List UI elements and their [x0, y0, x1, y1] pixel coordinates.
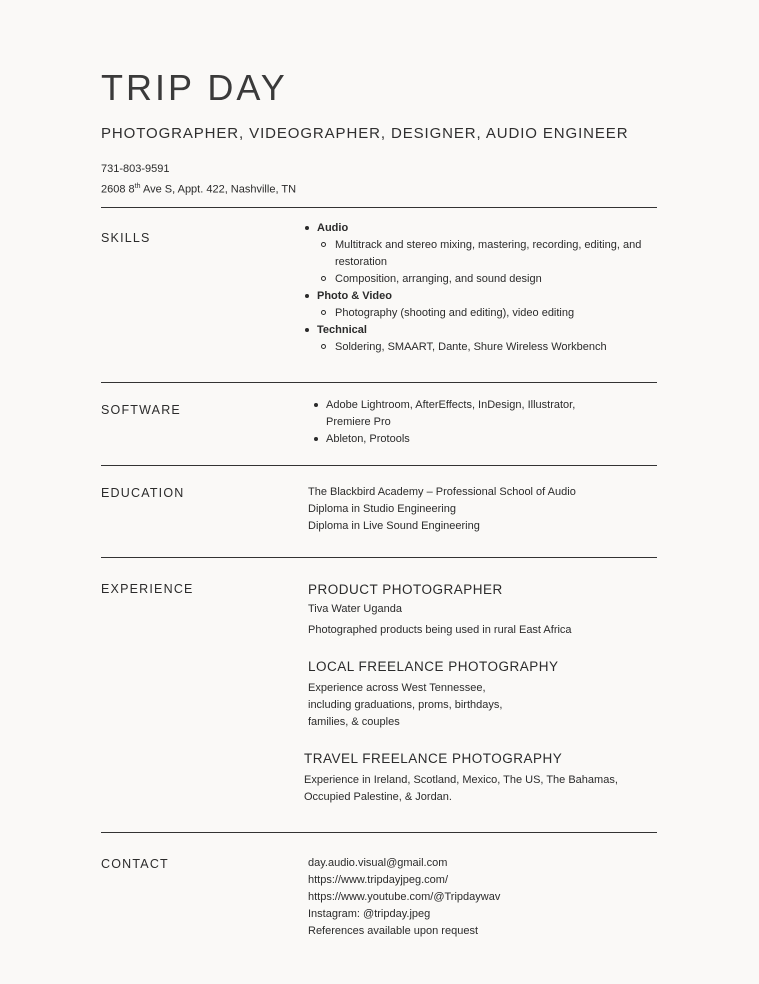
contact-list [308, 855, 500, 940]
job-title: LOCAL FREELANCE PHOTOGRAPHY [308, 659, 559, 674]
job-details [308, 680, 502, 731]
job-desc-line: Experience in Ireland, Scotland, Mexico, The US, The Bahamas, [304, 774, 618, 786]
education-label: EDUCATION [101, 486, 185, 500]
divider [101, 557, 657, 558]
divider [101, 832, 657, 833]
divider [101, 207, 657, 208]
contact-label: CONTACT [101, 857, 169, 871]
instagram-handle: Instagram: @tripday.jpeg [308, 908, 431, 920]
diploma: Diploma in Live Sound Engineering [308, 520, 480, 532]
divider [101, 382, 657, 383]
school-name: The Blackbird Academy – Professional School of Audio [308, 486, 576, 498]
job-desc-line: Occupied Palestine, & Jordan. [304, 791, 452, 803]
skill-item: Composition, arranging, and sound design [317, 271, 649, 288]
job-desc-line: including graduations, proms, birthdays, [308, 699, 503, 711]
website-link[interactable]: https://www.tripdayjpeg.com/ [308, 874, 449, 886]
skill-category: Audio Multitrack and stereo mixing, mastering, recording, editing, and restoration Composition, arranging, and sound design [304, 220, 649, 288]
education-details [308, 484, 576, 535]
software-item: Ableton, Protools [313, 431, 613, 448]
skill-item: Photography (shooting and editing), video editing [317, 305, 649, 322]
divider [101, 465, 657, 466]
skill-category: Photo & Video Photography (shooting and editing), video editing [304, 288, 649, 322]
job-desc-line: families, & couples [308, 716, 400, 728]
skills-list [304, 220, 649, 356]
address: 2608 8th Ave S, Appt. 422, Nashville, TN [101, 183, 297, 196]
job-title: PRODUCT PHOTOGRAPHER [308, 582, 503, 597]
skill-category: Technical Soldering, SMAART, Dante, Shure Wireless Workbench [304, 322, 649, 356]
job-desc-line: Experience across West Tennessee, [308, 682, 486, 694]
software-item: Adobe Lightroom, AfterEffects, InDesign, Illustrator, Premiere Pro [313, 397, 613, 431]
email-link[interactable]: day.audio.visual@gmail.com [308, 857, 448, 869]
skill-item: Multitrack and stereo mixing, mastering, recording, editing, and restoration [317, 237, 649, 271]
software-list [313, 397, 613, 448]
job-desc: Photographed products being used in rural East Africa [308, 624, 572, 636]
phone-number: 731-803-9591 [101, 163, 170, 175]
experience-label: EXPERIENCE [101, 582, 194, 596]
job-org: Tiva Water Uganda [308, 603, 402, 615]
software-label: SOFTWARE [101, 403, 181, 417]
references-note: References available upon request [308, 925, 479, 937]
header-contact [101, 161, 296, 199]
skills-label: SKILLS [101, 231, 151, 245]
diploma: Diploma in Studio Engineering [308, 503, 456, 515]
youtube-link[interactable]: https://www.youtube.com/@Tripdaywav [308, 891, 501, 903]
skill-item: Soldering, SMAART, Dante, Shure Wireless Workbench [317, 339, 649, 356]
resume-headline: PHOTOGRAPHER, VIDEOGRAPHER, DESIGNER, AUDIO ENGINEER [101, 125, 629, 142]
resume-name: TRIP DAY [101, 67, 288, 108]
job-details [304, 772, 618, 806]
job-details [308, 601, 572, 639]
job-title: TRAVEL FREELANCE PHOTOGRAPHY [304, 751, 563, 766]
